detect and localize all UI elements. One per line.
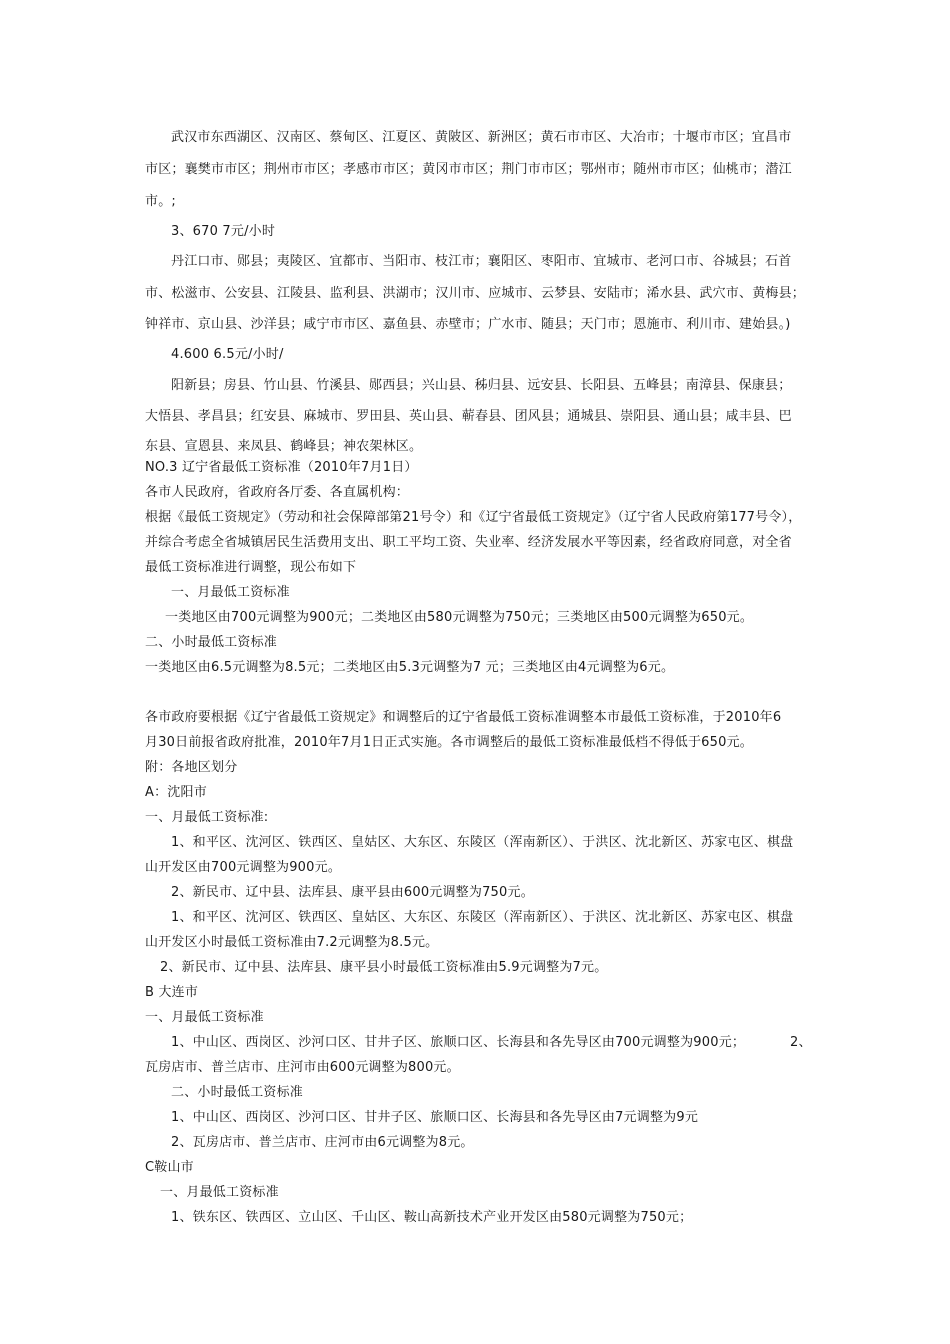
list-number: 2、 xyxy=(790,1035,812,1050)
paragraph-line: 月30日前报省政府批准，2010年7月1日正式实施。各市调整后的最低工资标准最低档不得低于650元。 xyxy=(145,735,753,750)
city-heading: C鞍山市 xyxy=(145,1160,194,1175)
paragraph-line: 一类地区由700元调整为900元；二类地区由580元调整为750元；三类地区由500元调整为650元。 xyxy=(165,610,754,625)
paragraph-line: 武汉市东西湖区、汉南区、蔡甸区、江夏区、黄陂区、新洲区；黄石市市区、大冶市；十堰市市区；宜昌市 xyxy=(171,130,792,145)
paragraph-line: 钟祥市、京山县、沙洋县；咸宁市市区、嘉鱼县、赤壁市；广水市、随县；天门市；恩施市、利川市、建始县。) xyxy=(145,317,791,332)
subheading: 一、月最低工资标准 xyxy=(171,585,290,600)
city-heading: A：沈阳市 xyxy=(145,785,207,800)
paragraph-line: 各市政府要根据《辽宁省最低工资规定》和调整后的辽宁省最低工资标准调整本市最低工资标准，于2010年6 xyxy=(145,710,782,725)
paragraph-line: 1、和平区、沈河区、铁西区、皇姑区、大东区、东陵区（浑南新区）、于洪区、沈北新区、苏家屯区、棋盘 xyxy=(171,910,794,925)
paragraph-line: 瓦房店市、普兰店市、庄河市由600元调整为800元。 xyxy=(145,1060,460,1075)
salutation: 各市人民政府，省政府各厅委、各直属机构： xyxy=(145,485,410,500)
paragraph-line: 并综合考虑全省城镇居民生活费用支出、职工平均工资、失业率、经济发展水平等因素，经省政府同意，对全省 xyxy=(145,535,792,550)
paragraph-line: 2、瓦房店市、普兰店市、庄河市由6元调整为8元。 xyxy=(171,1135,474,1150)
paragraph-line: 1、和平区、沈河区、铁西区、皇姑区、大东区、东陵区（浑南新区）、于洪区、沈北新区、苏家屯区、棋盘 xyxy=(171,835,794,850)
paragraph-line: 最低工资标准进行调整，现公布如下 xyxy=(145,560,357,575)
subheading: 二、小时最低工资标准 xyxy=(171,1085,304,1100)
paragraph-line: 市、松滋市、公安县、江陵县、监利县、洪湖市；汉川市、应城市、云梦县、安陆市；浠水县、武穴市、黄梅县； xyxy=(145,286,806,301)
paragraph-line: 山开发区由700元调整为900元。 xyxy=(145,860,342,875)
appendix-label: 附：各地区划分 xyxy=(145,760,238,775)
subheading: 一、月最低工资标准: xyxy=(145,810,269,825)
paragraph-line: 一类地区由6.5元调整为8.5元；二类地区由5.3元调整为7 元；三类地区由4元调整为6元。 xyxy=(145,660,675,675)
paragraph-line: 1、中山区、西岗区、沙河口区、甘井子区、旅顺口区、长海县和各先导区由700元调整为900元； xyxy=(171,1035,746,1050)
paragraph-line: 丹江口市、郧县；夷陵区、宜都市、当阳市、枝江市；襄阳区、枣阳市、宜城市、老河口市、谷城县；石首 xyxy=(171,254,792,269)
paragraph-line: 市。; xyxy=(145,194,176,209)
paragraph-line: 市区；襄樊市市区；荆州市市区；孝感市市区；黄冈市市区；荆门市市区；鄂州市；随州市市区；仙桃市；潜江 xyxy=(145,162,792,177)
paragraph-line: 2、新民市、辽中县、法库县、康平县由600元调整为750元。 xyxy=(171,885,534,900)
section-title: NO.3 辽宁省最低工资标准（2010年7月1日） xyxy=(145,460,418,475)
subheading: 一、月最低工资标准 xyxy=(145,1010,264,1025)
wage-tier-heading: 3、670 7元/小时 xyxy=(171,224,276,239)
paragraph-line: 1、中山区、西岗区、沙河口区、甘井子区、旅顺口区、长海县和各先导区由7元调整为9元 xyxy=(171,1110,699,1125)
paragraph-line: 山开发区小时最低工资标准由7.2元调整为8.5元。 xyxy=(145,935,439,950)
paragraph-line: 2、新民市、辽中县、法库县、康平县小时最低工资标准由5.9元调整为7元。 xyxy=(160,960,608,975)
paragraph-line: 阳新县；房县、竹山县、竹溪县、郧西县；兴山县、秭归县、远安县、长阳县、五峰县；南漳县、保康县； xyxy=(171,378,792,393)
paragraph-line: 根据《最低工资规定》（劳动和社会保障部第21号令）和《辽宁省最低工资规定》（辽宁省人民政府第177号令）， xyxy=(145,510,802,525)
paragraph-line: 1、铁东区、铁西区、立山区、千山区、鞍山高新技术产业开发区由580元调整为750元； xyxy=(171,1210,693,1225)
city-heading: B 大连市 xyxy=(145,985,199,1000)
subheading: 一、月最低工资标准 xyxy=(160,1185,279,1200)
paragraph-line: 东县、宣恩县、来凤县、鹤峰县；神农架林区。 xyxy=(145,439,423,454)
wage-tier-heading: 4.600 6.5元/小时/ xyxy=(171,347,284,362)
subheading: 二、小时最低工资标准 xyxy=(145,635,278,650)
paragraph-line: 大悟县、孝昌县；红安县、麻城市、罗田县、英山县、蕲春县、团风县；通城县、崇阳县、通山县；咸丰县、巴 xyxy=(145,409,792,424)
